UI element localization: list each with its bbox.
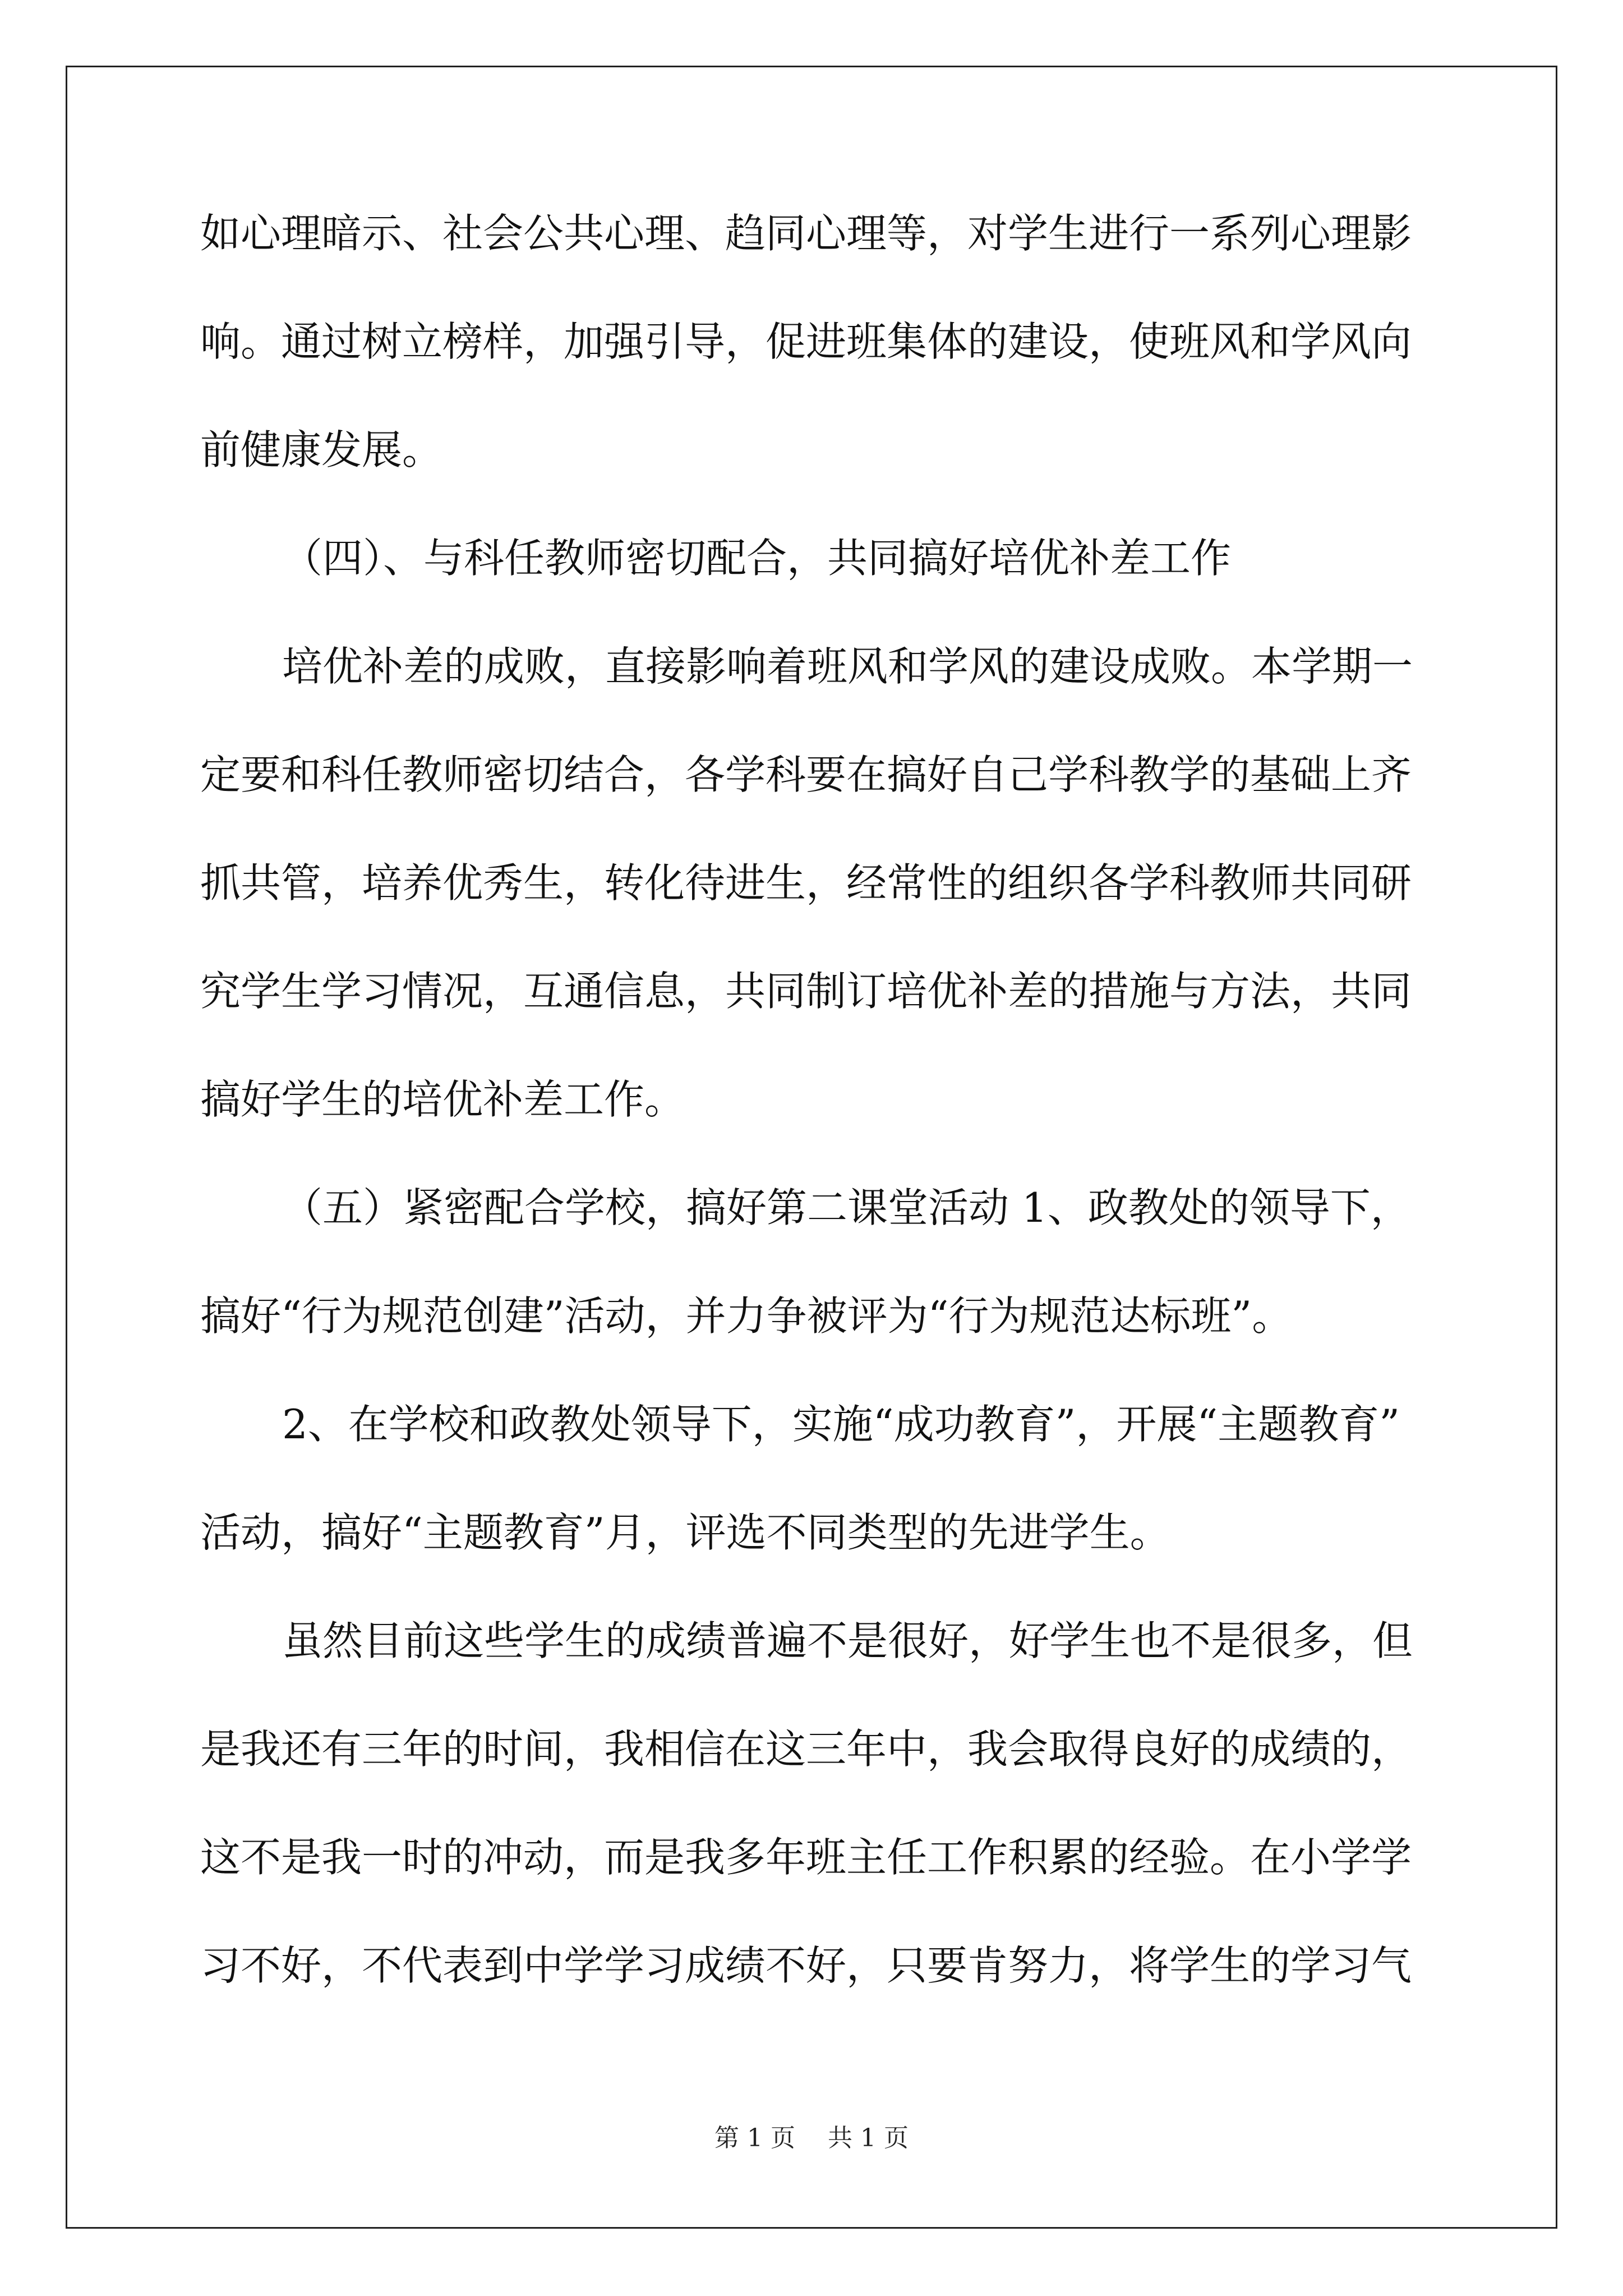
page-footer [0, 2124, 1623, 2152]
text-line: 搞好“行为规范创建”活动，并力争被评为“行为规范达标班”。 [200, 1292, 1293, 1340]
text-line: 是我还有三年的时间，我相信在这三年中，我会取得良好的成绩的， [200, 1726, 1412, 1773]
text-line: 抓共管，培养优秀生，转化待进生，经常性的组织各学科教师共同研 [200, 859, 1412, 907]
text-line: 虽然目前这些学生的成绩普遍不是很好，好学生也不是很多，但 [282, 1617, 1413, 1664]
text-line: 这不是我一时的冲动，而是我多年班主任工作积累的经验。在小学学 [200, 1834, 1412, 1881]
text-line: 活动，搞好“主题教育”月，评选不同类型的先进学生。 [200, 1509, 1170, 1556]
document-body [200, 210, 1434, 2054]
page-number-current: 第 1 页 [714, 2124, 795, 2152]
page-number-total: 共 1 页 [828, 2124, 909, 2152]
text-line: 搞好学生的培优补差工作。 [200, 1076, 685, 1123]
text-line: 究学生学习情况，互通信息，共同制订培优补差的措施与方法，共同 [200, 968, 1412, 1015]
text-line: 响。通过树立榜样，加强引导，促进班集体的建设，使班风和学风向 [200, 318, 1412, 365]
text-line: 培优补差的成败，直接影响着班风和学风的建设成败。本学期一 [282, 643, 1413, 690]
text-line: （五）紧密配合学校，搞好第二课堂活动 1、政教处的领导下， [282, 1184, 1411, 1231]
text-line: 如心理暗示、社会公共心理、趋同心理等，对学生进行一系列心理影 [200, 210, 1412, 257]
text-line: 习不好，不代表到中学学习成绩不好，只要肯努力，将学生的学习气 [200, 1942, 1412, 1989]
text-line: 定要和科任教师密切结合，各学科要在搞好自己学科教学的基础上齐 [200, 751, 1412, 798]
text-line: 前健康发展。 [200, 426, 443, 473]
text-line: （四）、与科任教师密切配合，共同搞好培优补差工作 [282, 535, 1232, 582]
text-line: 2、在学校和政教处领导下，实施“成功教育”，开展“主题教育” [282, 1401, 1400, 1448]
